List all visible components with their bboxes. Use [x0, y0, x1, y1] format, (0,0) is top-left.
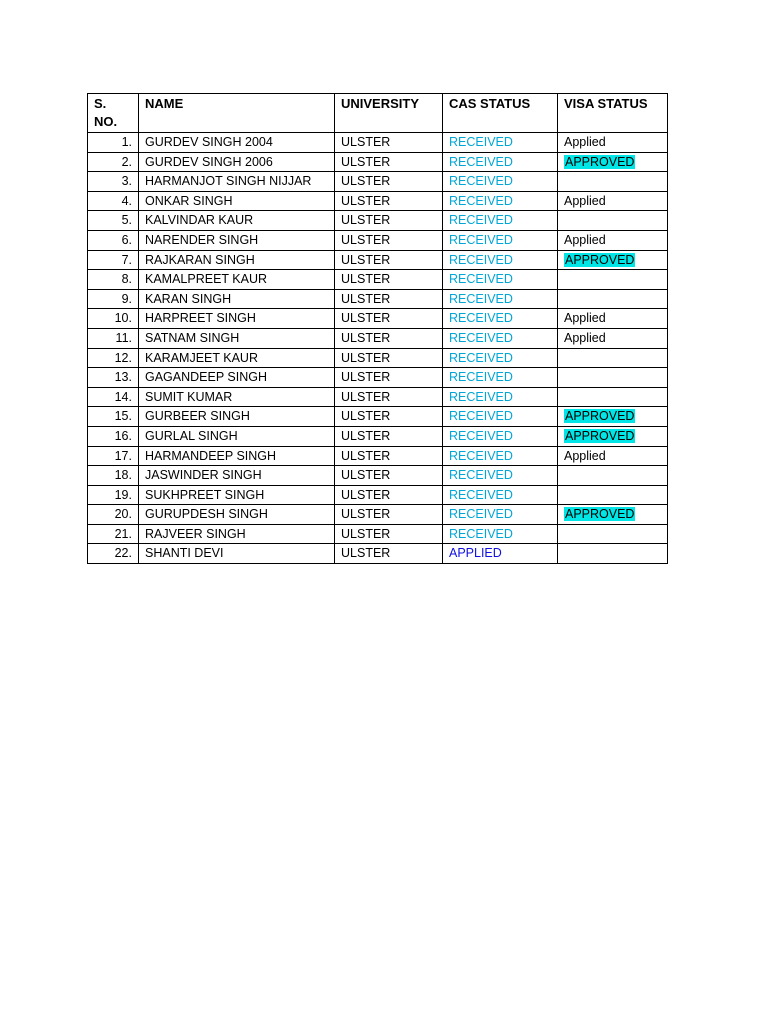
cas-status-text: RECEIVED — [449, 213, 513, 228]
header-name: NAME — [139, 94, 335, 133]
cell-visa-status — [558, 230, 668, 250]
cell-visa-status — [558, 133, 668, 153]
cell-name: SUKHPREET SINGH — [139, 485, 335, 505]
cell-visa-status — [558, 309, 668, 329]
table-row — [88, 270, 668, 290]
cell-name: GURDEV SINGH 2004 — [139, 133, 335, 153]
cell-visa-status — [558, 289, 668, 309]
cell-name: KAMALPREET KAUR — [139, 270, 335, 290]
cell-university: ULSTER — [335, 250, 443, 270]
table-row — [88, 133, 668, 153]
cell-cas-status — [443, 133, 558, 153]
cas-status-text: RECEIVED — [449, 291, 513, 306]
cell-visa-status — [558, 328, 668, 348]
cell-name: RAJVEER SINGH — [139, 524, 335, 544]
cell-visa-status — [558, 172, 668, 192]
cell-cas-status — [443, 348, 558, 368]
cas-status-text: RECEIVED — [449, 154, 513, 169]
visa-status-text: Applied — [564, 448, 606, 463]
cell-university: ULSTER — [335, 544, 443, 564]
cell-university: ULSTER — [335, 211, 443, 231]
cas-status-text: RECEIVED — [449, 311, 513, 326]
table-row — [88, 368, 668, 388]
cas-status-text: RECEIVED — [449, 389, 513, 404]
cell-visa-status — [558, 387, 668, 407]
cell-visa-status — [558, 466, 668, 486]
cell-cas-status — [443, 368, 558, 388]
cell-cas-status — [443, 524, 558, 544]
cell-cas-status — [443, 505, 558, 525]
cell-sno: 20. — [88, 505, 139, 525]
header-visa-status: VISA STATUS — [558, 94, 668, 133]
table-row — [88, 426, 668, 446]
cas-status-text: RECEIVED — [449, 350, 513, 365]
cas-status-text: RECEIVED — [449, 135, 513, 149]
cell-university: ULSTER — [335, 230, 443, 250]
table-row — [88, 485, 668, 505]
cell-name: SATNAM SINGH — [139, 328, 335, 348]
cell-sno: 10. — [88, 309, 139, 329]
cell-sno: 17. — [88, 446, 139, 466]
cell-university: ULSTER — [335, 309, 443, 329]
table-row — [88, 446, 668, 466]
cell-university: ULSTER — [335, 191, 443, 211]
cell-university: ULSTER — [335, 387, 443, 407]
visa-status-text: Applied — [564, 311, 606, 326]
cell-sno: 9. — [88, 289, 139, 309]
cas-status-text: RECEIVED — [449, 409, 513, 424]
table-row — [88, 152, 668, 172]
cas-status-text: RECEIVED — [449, 428, 513, 443]
cell-name: HARMANDEEP SINGH — [139, 446, 335, 466]
visa-status-text: Applied — [564, 193, 606, 208]
cell-university: ULSTER — [335, 152, 443, 172]
cell-name: HARMANJOT SINGH NIJJAR — [139, 172, 335, 192]
cell-sno: 18. — [88, 466, 139, 486]
cell-name: GURUPDESH SINGH — [139, 505, 335, 525]
table-row — [88, 230, 668, 250]
cell-university: ULSTER — [335, 466, 443, 486]
cell-visa-status — [558, 426, 668, 446]
cell-university: ULSTER — [335, 172, 443, 192]
cas-status-text: RECEIVED — [449, 468, 513, 483]
cell-university: ULSTER — [335, 485, 443, 505]
cell-visa-status — [558, 368, 668, 388]
cell-university: ULSTER — [335, 446, 443, 466]
header-sno: S. NO. — [88, 94, 139, 133]
header-cas-status: CAS STATUS — [443, 94, 558, 133]
cas-status-text: RECEIVED — [449, 330, 513, 345]
cas-status-text: RECEIVED — [449, 507, 513, 522]
cell-university: ULSTER — [335, 426, 443, 446]
cell-cas-status — [443, 270, 558, 290]
visa-status-text: APPROVED — [565, 428, 635, 443]
visa-status-text: APPROVED — [565, 252, 635, 267]
cell-name: KARAMJEET KAUR — [139, 348, 335, 368]
cell-university: ULSTER — [335, 368, 443, 388]
cell-university: ULSTER — [335, 133, 443, 153]
cell-sno: 12. — [88, 348, 139, 368]
cell-cas-status — [443, 172, 558, 192]
cas-status-text: RECEIVED — [449, 370, 513, 385]
cell-visa-status — [558, 505, 668, 525]
cell-visa-status — [558, 524, 668, 544]
table-row — [88, 505, 668, 525]
cell-name: KALVINDAR KAUR — [139, 211, 335, 231]
cell-visa-status — [558, 544, 668, 564]
table-row — [88, 466, 668, 486]
cell-cas-status — [443, 152, 558, 172]
cell-cas-status — [443, 426, 558, 446]
cell-name: RAJKARAN SINGH — [139, 250, 335, 270]
table-header — [88, 94, 668, 133]
table-row — [88, 250, 668, 270]
cell-cas-status — [443, 230, 558, 250]
cell-visa-status — [558, 250, 668, 270]
visa-status-text: APPROVED — [565, 409, 635, 424]
cell-name: HARPREET SINGH — [139, 309, 335, 329]
cell-visa-status — [558, 407, 668, 427]
cell-name: GURBEER SINGH — [139, 407, 335, 427]
cell-sno: 1. — [88, 133, 139, 153]
cell-sno: 8. — [88, 270, 139, 290]
cell-cas-status — [443, 544, 558, 564]
cell-university: ULSTER — [335, 407, 443, 427]
cell-name: KARAN SINGH — [139, 289, 335, 309]
cell-cas-status — [443, 211, 558, 231]
cell-cas-status — [443, 309, 558, 329]
cell-visa-status — [558, 191, 668, 211]
cell-sno: 5. — [88, 211, 139, 231]
cell-sno: 22. — [88, 544, 139, 564]
visa-status-text: APPROVED — [565, 507, 635, 522]
cell-university: ULSTER — [335, 524, 443, 544]
cell-visa-status — [558, 485, 668, 505]
cell-name: SUMIT KUMAR — [139, 387, 335, 407]
cell-name: SHANTI DEVI — [139, 544, 335, 564]
table-row — [88, 211, 668, 231]
cas-status-text: RECEIVED — [449, 487, 513, 502]
cas-status-text: RECEIVED — [449, 232, 513, 247]
cell-name: ONKAR SINGH — [139, 191, 335, 211]
table-row — [88, 289, 668, 309]
cas-status-text: RECEIVED — [449, 272, 513, 287]
cell-visa-status — [558, 446, 668, 466]
table-row — [88, 544, 668, 564]
cell-visa-status — [558, 270, 668, 290]
visa-status-text: Applied — [564, 330, 606, 345]
cell-name: JASWINDER SINGH — [139, 466, 335, 486]
header-row — [88, 94, 668, 133]
visa-status-text: Applied — [564, 135, 606, 149]
cas-status-text: RECEIVED — [449, 448, 513, 463]
cell-cas-status — [443, 446, 558, 466]
cas-status-text: APPLIED — [449, 546, 502, 561]
student-status-table — [87, 93, 668, 564]
cell-name: GURLAL SINGH — [139, 426, 335, 446]
cas-status-text: RECEIVED — [449, 252, 513, 267]
cell-sno: 11. — [88, 328, 139, 348]
cas-status-text: RECEIVED — [449, 526, 513, 541]
cell-cas-status — [443, 387, 558, 407]
cell-sno: 16. — [88, 426, 139, 446]
cas-status-text: RECEIVED — [449, 174, 513, 189]
cell-university: ULSTER — [335, 289, 443, 309]
cas-status-text: RECEIVED — [449, 193, 513, 208]
table-row — [88, 407, 668, 427]
table-body — [88, 133, 668, 564]
table-row — [88, 328, 668, 348]
cell-sno: 4. — [88, 191, 139, 211]
cell-cas-status — [443, 466, 558, 486]
cell-university: ULSTER — [335, 328, 443, 348]
cell-cas-status — [443, 328, 558, 348]
table-row — [88, 524, 668, 544]
table-row — [88, 387, 668, 407]
cell-cas-status — [443, 485, 558, 505]
visa-status-text: APPROVED — [565, 154, 635, 169]
table-row — [88, 309, 668, 329]
visa-status-text: Applied — [564, 232, 606, 247]
cell-sno: 13. — [88, 368, 139, 388]
cell-sno: 19. — [88, 485, 139, 505]
cell-visa-status — [558, 152, 668, 172]
cell-sno: 7. — [88, 250, 139, 270]
cell-sno: 21. — [88, 524, 139, 544]
cell-visa-status — [558, 348, 668, 368]
cell-university: ULSTER — [335, 505, 443, 525]
cell-sno: 2. — [88, 152, 139, 172]
cell-sno: 6. — [88, 230, 139, 250]
table-row — [88, 172, 668, 192]
cell-university: ULSTER — [335, 270, 443, 290]
cell-sno: 3. — [88, 172, 139, 192]
cell-sno: 15. — [88, 407, 139, 427]
cell-name: GAGANDEEP SINGH — [139, 368, 335, 388]
header-university: UNIVERSITY — [335, 94, 443, 133]
cell-visa-status — [558, 211, 668, 231]
cell-cas-status — [443, 289, 558, 309]
table-row — [88, 191, 668, 211]
table-row — [88, 348, 668, 368]
cell-name: NARENDER SINGH — [139, 230, 335, 250]
cell-name: GURDEV SINGH 2006 — [139, 152, 335, 172]
cell-sno: 14. — [88, 387, 139, 407]
cell-cas-status — [443, 250, 558, 270]
cell-university: ULSTER — [335, 348, 443, 368]
cell-cas-status — [443, 191, 558, 211]
cell-cas-status — [443, 407, 558, 427]
